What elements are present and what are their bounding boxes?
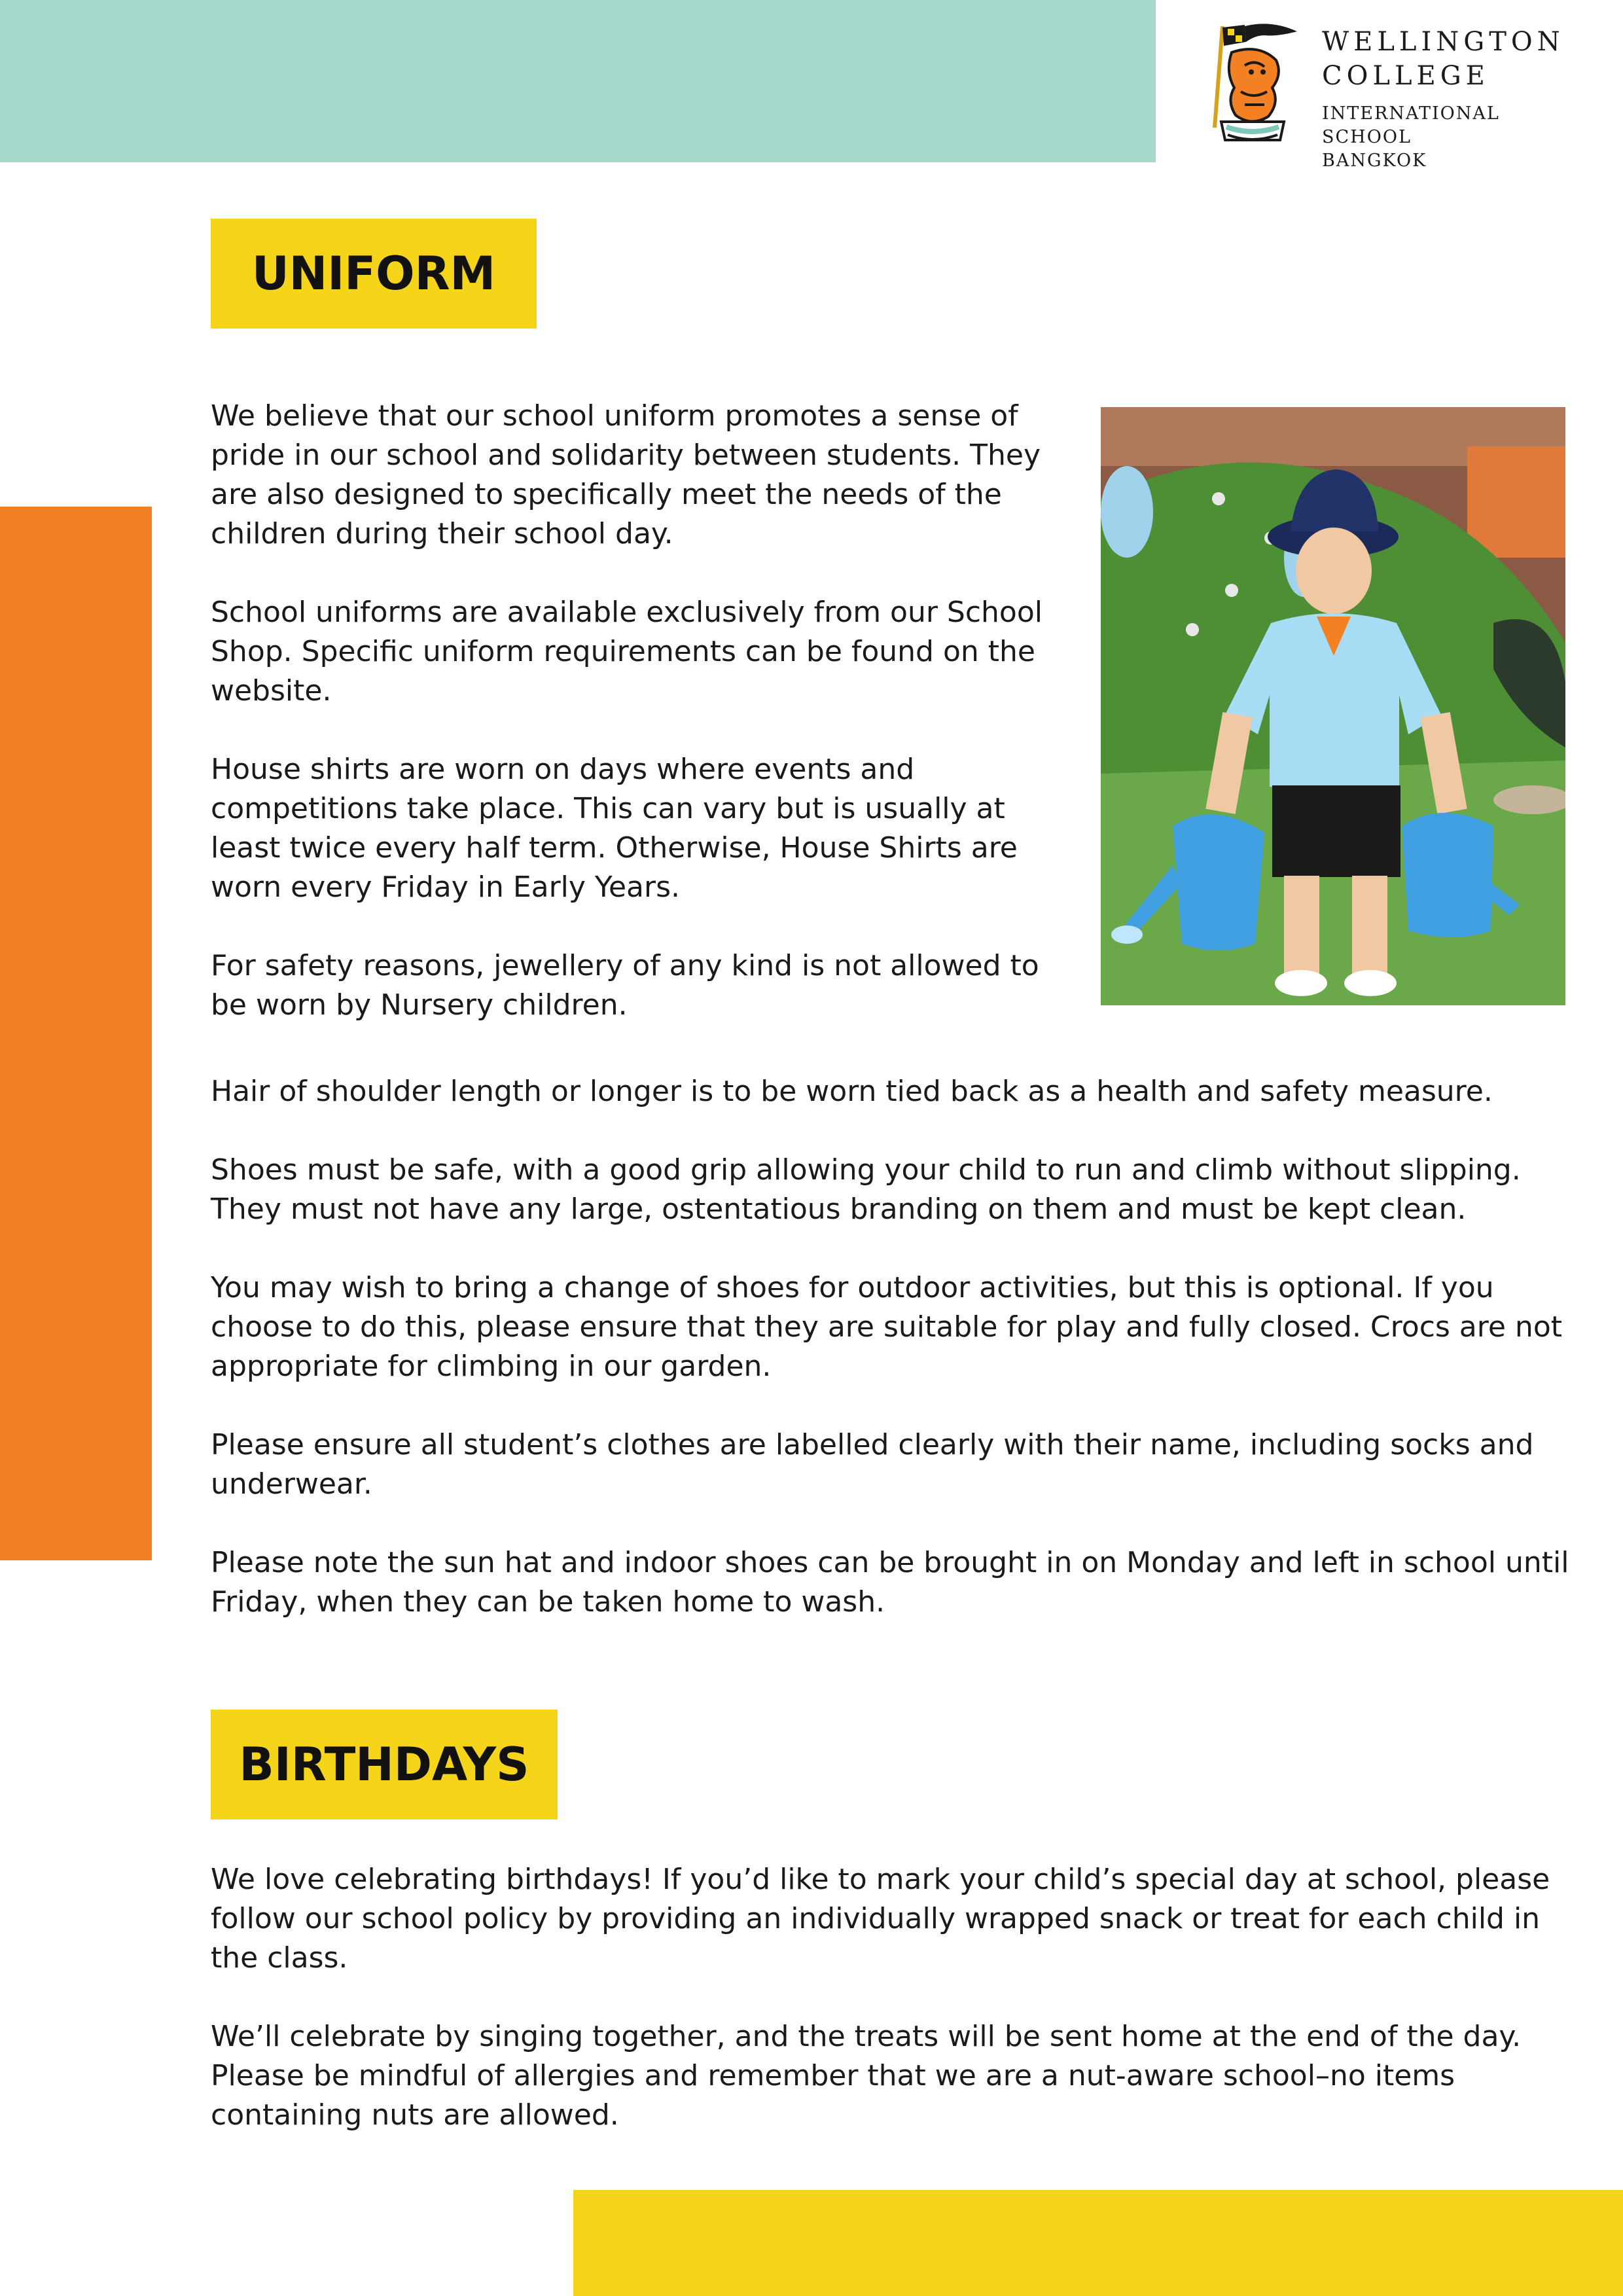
uniform-heading: UNIFORM bbox=[211, 219, 537, 329]
birthdays-text bbox=[211, 1860, 1585, 2135]
uniform-rules-text bbox=[211, 1072, 1585, 1622]
paragraph: Hair of shoulder length or longer is to be worn tied back as a health and safety measure. bbox=[211, 1075, 1493, 1108]
child-with-watering-cans-image bbox=[1101, 407, 1565, 1005]
paragraph: Please note the sun hat and indoor shoes can be brought in on Monday and left in school until Friday, when they can be taken home to wash. bbox=[211, 1546, 1569, 1619]
logo-line-3: INTERNATIONAL SCHOOL bbox=[1322, 103, 1500, 147]
left-orange-band bbox=[0, 507, 152, 1560]
paragraph: You may wish to bring a change of shoes for outdoor activities, but this is optional. If you choose to do this, please ensure that they are suitable for play and fully closed. Crocs are not appropriate for climbing in our garden. bbox=[211, 1271, 1562, 1383]
paragraph: House shirts are worn on days where events and competitions take place. This can vary but is usually at least twice every half term. Otherwise, House Shirts are worn every Friday in Early Years. bbox=[211, 753, 1018, 904]
lion-crest-icon bbox=[1199, 20, 1304, 151]
paragraph: Shoes must be safe, with a good grip allowing your child to run and climb without slipping. They must not have any large, ostentatious branding on them and must be kept clean. bbox=[211, 1153, 1521, 1226]
logo-line-1: WELLINGTON bbox=[1322, 27, 1565, 57]
logo-line-4: BANGKOK bbox=[1322, 151, 1427, 171]
logo-line-2: COLLEGE bbox=[1322, 61, 1489, 91]
birthdays-heading: BIRTHDAYS bbox=[211, 1710, 558, 1820]
top-mint-band bbox=[0, 0, 1156, 162]
paragraph: School uniforms are available exclusively from our School Shop. Specific uniform requirements can be found on the website. bbox=[211, 596, 1043, 708]
bottom-yellow-band bbox=[573, 2190, 1623, 2296]
paragraph: We believe that our school uniform promotes a sense of pride in our school and solidarity between students. They are also designed to specifically meet the needs of the children during their school day. bbox=[211, 399, 1041, 550]
paragraph: Please ensure all student’s clothes are labelled clearly with their name, including socks and underwear. bbox=[211, 1428, 1534, 1501]
paragraph: We’ll celebrate by singing together, and the treats will be sent home at the end of the day. Please be mindful of allergies and remember that we are a nut-aware school–no items containing nuts are allowed. bbox=[211, 2020, 1522, 2132]
paragraph: We love celebrating birthdays! If you’d like to mark your child’s special day at school, please follow our school policy by providing an individually wrapped snack or treat for each child in the class. bbox=[211, 1863, 1550, 1975]
uniform-intro-text bbox=[211, 397, 1075, 1025]
child-photo bbox=[1101, 407, 1565, 1005]
school-logo bbox=[1199, 20, 1592, 171]
paragraph: For safety reasons, jewellery of any kind is not allowed to be worn by Nursery children. bbox=[211, 949, 1039, 1022]
